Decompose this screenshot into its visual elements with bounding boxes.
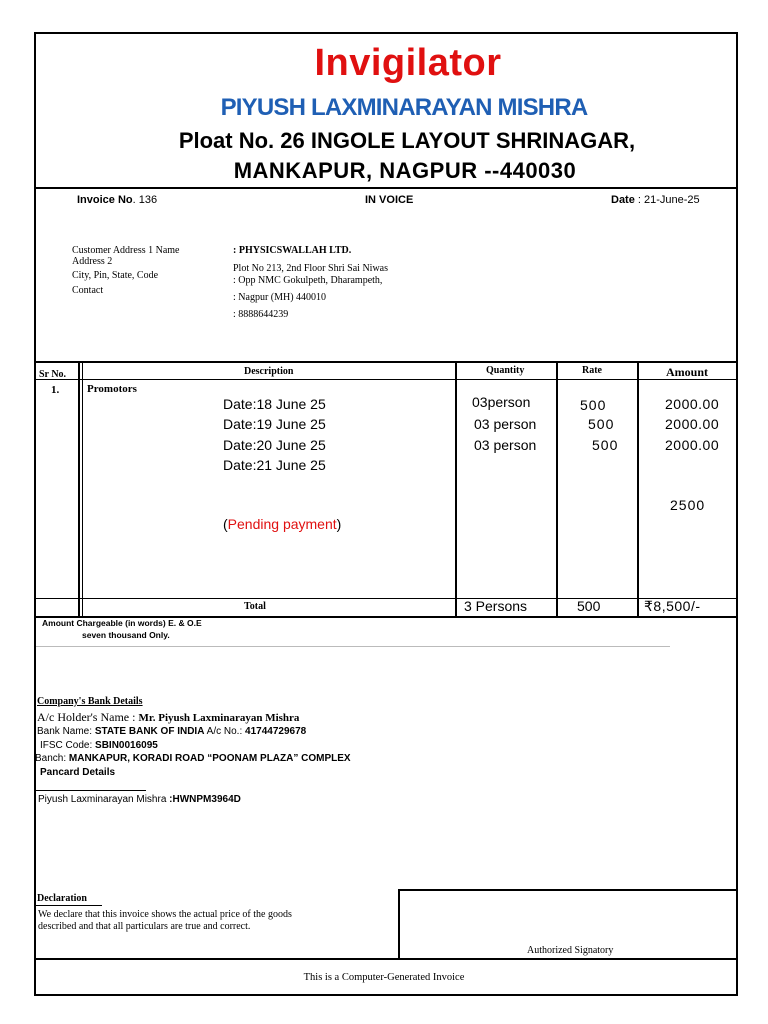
footer-divider — [34, 958, 738, 960]
row-rate-1: 500 — [580, 397, 607, 413]
total-label: Total — [244, 601, 266, 612]
row-quantity-3: 03 person — [474, 437, 537, 453]
pancard-divider — [36, 790, 146, 791]
col-divider-quantity — [556, 361, 558, 618]
declaration-heading: Declaration — [37, 893, 87, 904]
signatory-box-left — [398, 889, 400, 959]
address-line-2: MANKAPUR, NAGPUR --440030 — [233, 158, 577, 183]
doc-type: IN VOICE — [365, 194, 414, 206]
authorized-signatory: Authorized Signatory — [527, 945, 614, 956]
customer-address-2: : Opp NMC Gokulpeth, Dharampeth, — [233, 275, 383, 286]
customer-label-city: City, Pin, State, Code — [72, 270, 159, 281]
pending-close-paren: ) — [336, 516, 342, 532]
row-date-1: Date:18 June 25 — [223, 396, 326, 412]
col-header-amount: Amount — [666, 365, 709, 379]
invoice-title: Invigilator — [314, 42, 502, 84]
invoice-number — [77, 194, 157, 206]
row-date-4: Date:21 June 25 — [223, 457, 326, 473]
total-quantity: 3 Persons — [464, 598, 528, 614]
row-amount-2: 2000.00 — [665, 416, 720, 432]
bank-heading: Company's Bank Details — [37, 696, 143, 707]
ifsc-value: SBIN0016095 — [95, 740, 158, 751]
date-value: : 21-June-25 — [637, 194, 700, 206]
date-label: Date — [611, 194, 635, 206]
table-top-border — [34, 361, 738, 363]
amount-words-label: Amount Chargeable (in words) E. & O.E — [42, 618, 202, 628]
table-header-border — [34, 379, 738, 380]
row-rate-3: 500 — [592, 437, 619, 453]
col-divider-sr — [78, 361, 80, 618]
row-rate-2: 500 — [588, 416, 615, 432]
ifsc-line — [40, 740, 158, 751]
invoice-number-value: . 136 — [132, 194, 158, 206]
col-divider-description — [455, 361, 457, 618]
branch-value: MANKAPUR, KORADI ROAD “POONAM PLAZA” COMPLEX — [68, 753, 351, 764]
row-sr-number: 1. — [51, 384, 60, 396]
customer-label-contact: Contact — [72, 285, 104, 296]
declaration-line-1: We declare that this invoice shows the actual price of the goods — [38, 909, 292, 920]
pancard-heading: Pancard Details — [40, 767, 116, 778]
pending-open-paren: ( — [223, 516, 228, 532]
words-divider — [36, 646, 670, 647]
row-amount-3: 2000.00 — [665, 437, 720, 453]
branch-label: Banch: — [35, 753, 67, 764]
amount-words-value: seven thousand Only. — [82, 630, 170, 640]
account-holder-label: A/c Holder's Name : — [37, 710, 136, 724]
total-rate: 500 — [577, 598, 601, 614]
col-header-description: Description — [244, 366, 294, 377]
row-date-3: Date:20 June 25 — [223, 437, 326, 453]
account-number-value: 41744729678 — [245, 726, 307, 737]
col-divider-sr-inner — [82, 361, 83, 618]
invoice-number-label: Invoice No — [77, 194, 133, 206]
account-holder-value: Mr. Piyush Laxminarayan Mishra — [138, 712, 300, 724]
account-holder — [37, 710, 299, 725]
bank-name-line — [37, 726, 306, 737]
ifsc-label: IFSC Code: — [40, 740, 93, 751]
customer-address-1: Plot No 213, 2nd Floor Shri Sai Niwas — [233, 263, 389, 274]
pancard-number: :HWNPM3964D — [169, 794, 241, 805]
account-number-label: A/c No.: — [206, 726, 243, 737]
bank-name-value: STATE BANK OF INDIA — [94, 726, 205, 737]
total-row-top-border — [34, 598, 738, 599]
pending-payment-note — [223, 516, 341, 532]
col-divider-rate — [637, 361, 639, 618]
total-amount: ₹8,500/- — [644, 598, 701, 614]
customer-labels — [72, 245, 180, 296]
row-amount-1: 2000.00 — [665, 396, 720, 412]
col-header-quantity: Quantity — [486, 365, 525, 376]
bank-name-label: Bank Name: — [37, 726, 93, 737]
pending-payment-text: Pending payment — [227, 516, 337, 532]
col-header-sr: Sr No. — [39, 369, 67, 380]
customer-label-address2: Address 2 — [72, 256, 113, 267]
row-quantity-2: 03 person — [474, 416, 537, 432]
row-item-name: Promotors — [87, 383, 137, 395]
address-line-1: Ploat No. 26 INGOLE LAYOUT SHRINAGAR, — [178, 128, 636, 153]
row-quantity-1: 03person — [472, 394, 531, 410]
footer-note: This is a Computer-Generated Invoice — [303, 972, 465, 983]
pancard-name: Piyush Laxminarayan Mishra — [38, 794, 167, 805]
declaration-top-border — [398, 889, 738, 891]
pancard-line — [38, 794, 241, 805]
col-header-rate: Rate — [582, 365, 602, 376]
customer-city: : Nagpur (MH) 440010 — [233, 292, 327, 303]
customer-label-name: Customer Address 1 Name — [72, 245, 180, 256]
invoice-date — [611, 194, 700, 206]
row-date-2: Date:19 June 25 — [223, 416, 326, 432]
branch-line — [35, 753, 351, 764]
customer-contact: : 8888644239 — [233, 309, 289, 320]
declaration-line-2: described and that all particulars are true and correct. — [38, 921, 251, 932]
row-amount-extra: 2500 — [670, 497, 706, 513]
declaration-underline — [36, 905, 102, 906]
header-divider — [34, 187, 738, 189]
proprietor-name: PIYUSH LAXMINARAYAN MISHRA — [220, 94, 588, 121]
customer-name: : PHYSICSWALLAH LTD. — [233, 245, 352, 256]
